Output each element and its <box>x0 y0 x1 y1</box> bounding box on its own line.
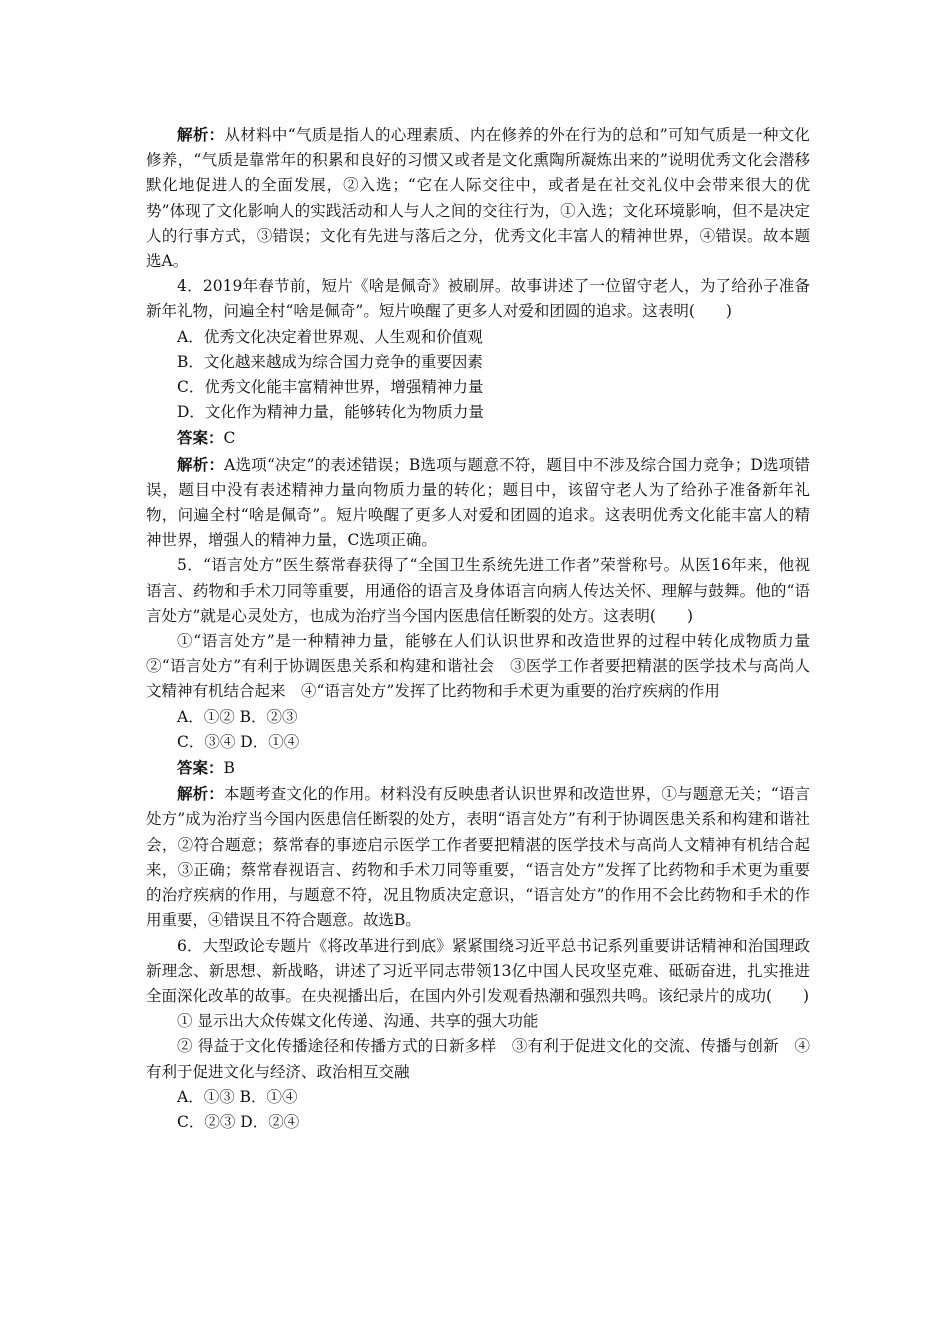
question-6-statements-2-4: ② 得益于文化传播途径和传播方式的日新多样 ③有利于促进文化的交流、传播与创新 ④有利于促进文化与经济、政治相互交融 <box>146 1037 810 1081</box>
answer-label: 答案： <box>177 428 224 448</box>
answer-label: 答案： <box>177 758 224 778</box>
analysis-label: 解析： <box>177 125 225 144</box>
question-4-stem: 4．2019年春节前，短片《啥是佩奇》被刷屏。故事讲述了一位留守老人，为了给孙子准备新年礼物，问遍全村“啥是佩奇”。短片唤醒了更多人对爱和团圆的追求。这表明( ) <box>146 277 810 321</box>
question-6-stem: 6．大型政论专题片《将改革进行到底》紧紧围绕习近平总书记系列重要讲话精神和治国理政新理念、新思想、新战略，讲述了习近平同志带领13亿中国人民攻坚克难、砥砺奋进，扎实推进全面深化改革的故事。在央视播出后，在国内外引发观看热潮和强烈共鸣。该纪录片的成功( ) <box>146 936 810 1005</box>
analysis-text: A选项“决定”的表述错误；B选项与题意不符，题目中不涉及综合国力竞争；D选项错误，题目中没有表述精神力量向物质力量的转化；题目中，该留守老人为了给孙子准备新年礼物，问遍全村“啥是佩奇”。短片唤醒了更多人对爱和团圆的追求。这表明优秀文化能丰富人的精神世界，增强人的精神力量，C选项正确。 <box>146 455 810 550</box>
question-5-stem: 5．“语言处方”医生蔡常春获得了“全国卫生系统先进工作者”荣誉称号。从医16年来，他视语言、药物和手术刀同等重要，用通俗的语言及身体语言向病人传达关怀、理解与鼓舞。他的“语言处方”就是心灵处方，也成为治疗当今国内医患信任断裂的处方。这表明( ) <box>146 556 810 625</box>
answer-value: B <box>223 759 235 778</box>
question-4-answer <box>146 425 810 451</box>
document-body <box>146 122 826 1135</box>
question-4-option-b: B．文化越来越成为综合国力竞争的重要因素 <box>177 352 483 371</box>
analysis-label: 解析： <box>177 784 224 804</box>
analysis-label: 解析： <box>177 454 225 474</box>
question-4-option-d: D．文化作为精神力量，能够转化为物质力量 <box>177 403 484 422</box>
analysis-text: 从材料中“气质是指人的心理素质、内在修养的外在行为的总和”可知气质是一种文化修养，“气质是靠常年的积累和良好的习惯又或者是文化熏陶所凝炼出来的”说明优秀文化会潜移默化地促进人的全面发展，②入选；“它在人际交往中，或者是在社交礼仪中会带来很大的优势”体现了文化影响人的实践活动和人与人之间的交往行为，①入选；文化环境影响，但不是决定人的行事方式，③错误；文化有先进与落后之分，优秀文化丰富人的精神世界，④错误。故本题选A。 <box>146 126 810 271</box>
question-4-analysis <box>146 452 810 554</box>
question-4-option-a: A．优秀文化决定着世界观、人生观和价值观 <box>177 327 483 346</box>
analysis-text: 本题考查文化的作用。材料没有反映患者认识世界和改造世界，①与题意无关；“语言处方”成为治疗当今国内医患信任断裂的处方，表明“语言处方”有利于协调医患关系和构建和谐社会，②符合题意；蔡常春的事迹启示医学工作者要把精湛的医学技术与高尚人文精神有机结合起来，③正确；蔡常春视语言、药物和手术刀同等重要，“语言处方”发挥了比药物和手术更为重要的治疗疾病的作用，与题意不符，况且物质决定意识，“语言处方”的作用不会比药物和手术的作用重要，④错误且不符合题意。故选B。 <box>146 785 810 930</box>
question-6-options-ab: A．①③ B．①④ <box>177 1087 298 1106</box>
question-4-option-c: C．优秀文化能丰富精神世界，增强精神力量 <box>177 378 484 397</box>
question-5-options-ab: A．①② B．②③ <box>177 707 298 726</box>
question-5-options-cd: C．③④ D．①④ <box>177 732 300 751</box>
question-6-statement-1: ① 显示出大众传媒文化传递、沟通、共享的强大功能 <box>177 1012 539 1031</box>
question-5-answer <box>146 755 810 781</box>
question-5-analysis <box>146 781 810 933</box>
answer-value: C <box>223 429 236 448</box>
analysis-paragraph <box>146 122 810 274</box>
question-6-options-cd: C．②③ D．②④ <box>177 1112 300 1131</box>
question-5-statements: ①“语言处方”是一种精神力量，能够在人们认识世界和改造世界的过程中转化成物质力量 ②“语言处方”有利于协调医患关系和构建和谐社会 ③医学工作者要把精湛的医学技术与高尚人文精神有机结合起来 ④“语言处方”发挥了比药物和手术更为重要的治疗疾病的作用 <box>146 632 826 701</box>
